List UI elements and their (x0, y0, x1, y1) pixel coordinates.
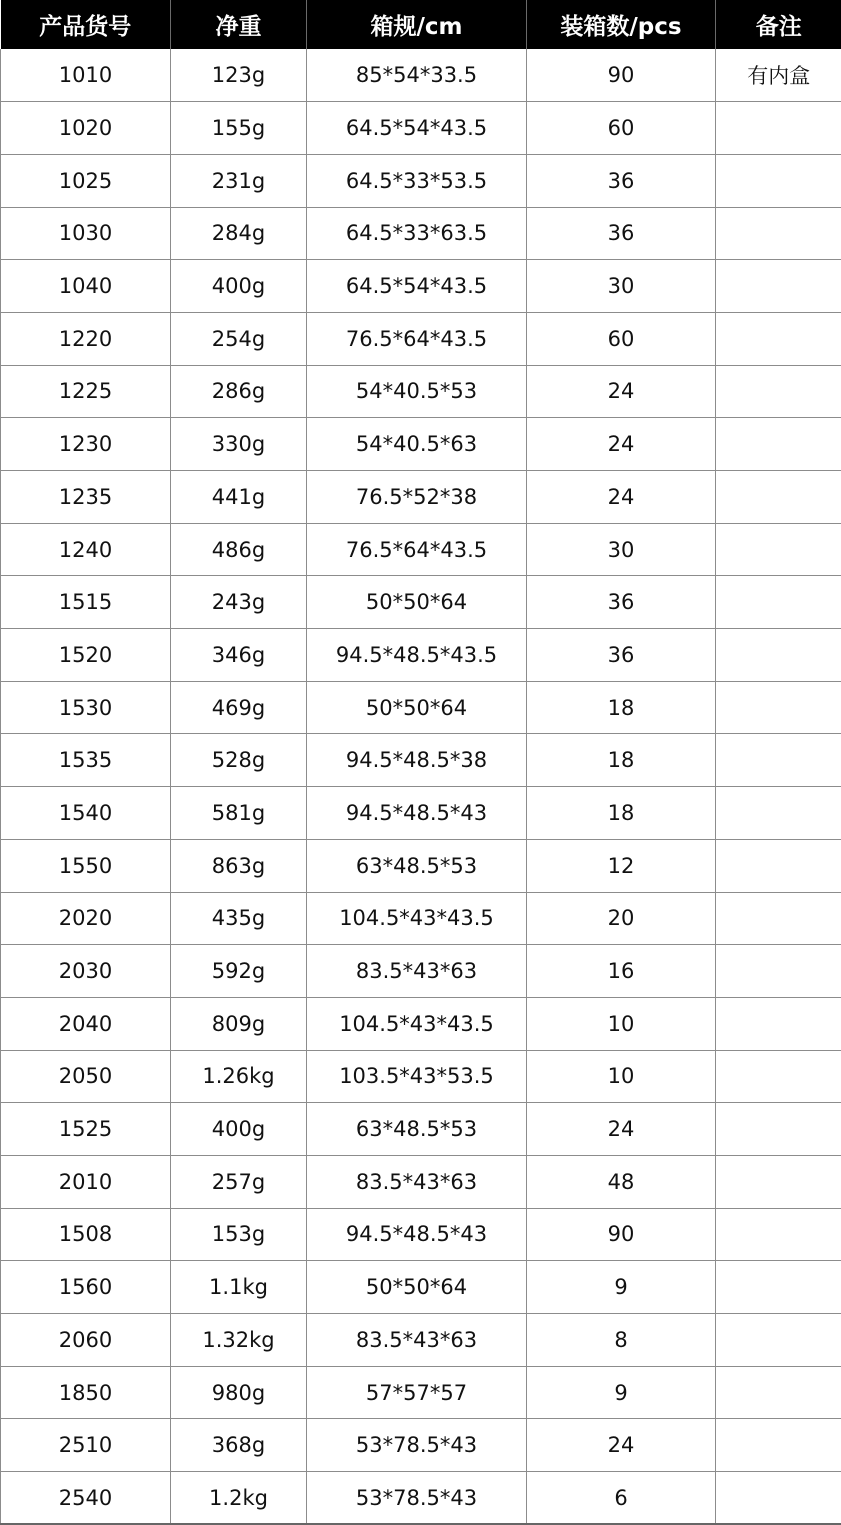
cell-carton-size: 94.5*48.5*43.5 (307, 629, 527, 682)
cell-net-weight: 243g (171, 576, 307, 629)
cell-carton-size: 50*50*64 (307, 1261, 527, 1314)
table-body (1, 49, 841, 1524)
cell-product-no: 2510 (1, 1419, 171, 1472)
cell-net-weight: 1.26kg (171, 1050, 307, 1103)
cell-carton-size: 83.5*43*63 (307, 945, 527, 998)
cell-carton-size: 64.5*33*63.5 (307, 207, 527, 260)
cell-product-no: 1550 (1, 839, 171, 892)
cell-carton-size: 64.5*54*43.5 (307, 260, 527, 313)
header-carton-size: 箱规/cm (307, 0, 527, 49)
cell-pcs-per-carton: 30 (527, 260, 716, 313)
header-row (1, 0, 841, 49)
cell-pcs-per-carton: 20 (527, 892, 716, 945)
cell-carton-size: 64.5*33*53.5 (307, 154, 527, 207)
cell-remarks (716, 1103, 841, 1156)
cell-pcs-per-carton: 6 (527, 1472, 716, 1525)
cell-product-no: 2540 (1, 1472, 171, 1525)
table-row (1, 102, 841, 155)
cell-carton-size: 83.5*43*63 (307, 1314, 527, 1367)
cell-remarks (716, 997, 841, 1050)
cell-carton-size: 103.5*43*53.5 (307, 1050, 527, 1103)
cell-carton-size: 104.5*43*43.5 (307, 997, 527, 1050)
table-row (1, 997, 841, 1050)
cell-net-weight: 528g (171, 734, 307, 787)
table-row (1, 1366, 841, 1419)
table-row (1, 734, 841, 787)
cell-pcs-per-carton: 24 (527, 1419, 716, 1472)
cell-pcs-per-carton: 12 (527, 839, 716, 892)
table-row (1, 1103, 841, 1156)
cell-remarks (716, 1314, 841, 1367)
cell-remarks (716, 1472, 841, 1525)
cell-product-no: 1560 (1, 1261, 171, 1314)
cell-product-no: 2040 (1, 997, 171, 1050)
cell-net-weight: 254g (171, 312, 307, 365)
cell-carton-size: 94.5*48.5*43 (307, 1208, 527, 1261)
cell-carton-size: 63*48.5*53 (307, 1103, 527, 1156)
cell-pcs-per-carton: 24 (527, 365, 716, 418)
cell-remarks (716, 945, 841, 998)
cell-pcs-per-carton: 36 (527, 576, 716, 629)
table-row (1, 1050, 841, 1103)
cell-pcs-per-carton: 9 (527, 1261, 716, 1314)
cell-product-no: 1508 (1, 1208, 171, 1261)
cell-remarks (716, 839, 841, 892)
cell-carton-size: 76.5*64*43.5 (307, 312, 527, 365)
cell-product-no: 1020 (1, 102, 171, 155)
cell-pcs-per-carton: 18 (527, 734, 716, 787)
header-remarks: 备注 (716, 0, 841, 49)
cell-product-no: 1525 (1, 1103, 171, 1156)
table-row (1, 1314, 841, 1367)
table-row (1, 365, 841, 418)
table-row (1, 418, 841, 471)
cell-net-weight: 863g (171, 839, 307, 892)
table-row (1, 1208, 841, 1261)
cell-net-weight: 1.2kg (171, 1472, 307, 1525)
table-row (1, 1261, 841, 1314)
cell-pcs-per-carton: 18 (527, 787, 716, 840)
cell-net-weight: 581g (171, 787, 307, 840)
cell-net-weight: 123g (171, 49, 307, 102)
table-row (1, 312, 841, 365)
table-header (1, 0, 841, 49)
cell-product-no: 1515 (1, 576, 171, 629)
cell-remarks (716, 892, 841, 945)
cell-product-no: 1030 (1, 207, 171, 260)
cell-pcs-per-carton: 9 (527, 1366, 716, 1419)
cell-remarks (716, 312, 841, 365)
cell-product-no: 1530 (1, 681, 171, 734)
cell-remarks (716, 471, 841, 524)
table-row (1, 787, 841, 840)
cell-net-weight: 1.32kg (171, 1314, 307, 1367)
cell-pcs-per-carton: 24 (527, 418, 716, 471)
cell-pcs-per-carton: 60 (527, 102, 716, 155)
cell-net-weight: 284g (171, 207, 307, 260)
cell-remarks (716, 629, 841, 682)
cell-net-weight: 346g (171, 629, 307, 682)
header-pcs-per-carton: 装箱数/pcs (527, 0, 716, 49)
cell-product-no: 2010 (1, 1155, 171, 1208)
cell-carton-size: 63*48.5*53 (307, 839, 527, 892)
cell-product-no: 2050 (1, 1050, 171, 1103)
cell-product-no: 2060 (1, 1314, 171, 1367)
cell-carton-size: 85*54*33.5 (307, 49, 527, 102)
table-row (1, 839, 841, 892)
cell-product-no: 1520 (1, 629, 171, 682)
cell-remarks (716, 1208, 841, 1261)
cell-remarks (716, 523, 841, 576)
table-row (1, 892, 841, 945)
cell-carton-size: 94.5*48.5*38 (307, 734, 527, 787)
cell-pcs-per-carton: 16 (527, 945, 716, 998)
cell-remarks (716, 1155, 841, 1208)
cell-carton-size: 53*78.5*43 (307, 1472, 527, 1525)
cell-remarks (716, 207, 841, 260)
cell-carton-size: 94.5*48.5*43 (307, 787, 527, 840)
table-row (1, 471, 841, 524)
cell-product-no: 1025 (1, 154, 171, 207)
cell-carton-size: 76.5*52*38 (307, 471, 527, 524)
cell-net-weight: 257g (171, 1155, 307, 1208)
cell-pcs-per-carton: 8 (527, 1314, 716, 1367)
header-net-weight: 净重 (171, 0, 307, 49)
cell-remarks: 有内盒 (716, 49, 841, 102)
cell-product-no: 1225 (1, 365, 171, 418)
cell-product-no: 1535 (1, 734, 171, 787)
cell-remarks (716, 787, 841, 840)
cell-net-weight: 486g (171, 523, 307, 576)
cell-pcs-per-carton: 36 (527, 154, 716, 207)
cell-remarks (716, 681, 841, 734)
cell-net-weight: 1.1kg (171, 1261, 307, 1314)
cell-remarks (716, 1419, 841, 1472)
table-row (1, 681, 841, 734)
header-product-no: 产品货号 (1, 0, 171, 49)
cell-net-weight: 368g (171, 1419, 307, 1472)
cell-remarks (716, 1261, 841, 1314)
cell-net-weight: 980g (171, 1366, 307, 1419)
table-row (1, 629, 841, 682)
table-row (1, 1419, 841, 1472)
cell-remarks (716, 1366, 841, 1419)
cell-net-weight: 231g (171, 154, 307, 207)
cell-pcs-per-carton: 36 (527, 629, 716, 682)
cell-product-no: 1850 (1, 1366, 171, 1419)
table-row (1, 207, 841, 260)
cell-remarks (716, 154, 841, 207)
cell-remarks (716, 365, 841, 418)
cell-product-no: 1040 (1, 260, 171, 313)
cell-carton-size: 50*50*64 (307, 681, 527, 734)
table-row (1, 523, 841, 576)
table-row (1, 154, 841, 207)
cell-remarks (716, 102, 841, 155)
cell-product-no: 2020 (1, 892, 171, 945)
cell-pcs-per-carton: 90 (527, 1208, 716, 1261)
cell-pcs-per-carton: 10 (527, 1050, 716, 1103)
cell-pcs-per-carton: 18 (527, 681, 716, 734)
cell-pcs-per-carton: 30 (527, 523, 716, 576)
cell-carton-size: 76.5*64*43.5 (307, 523, 527, 576)
cell-product-no: 1220 (1, 312, 171, 365)
cell-net-weight: 153g (171, 1208, 307, 1261)
cell-pcs-per-carton: 60 (527, 312, 716, 365)
cell-carton-size: 54*40.5*53 (307, 365, 527, 418)
cell-net-weight: 330g (171, 418, 307, 471)
table-row (1, 49, 841, 102)
cell-carton-size: 54*40.5*63 (307, 418, 527, 471)
cell-net-weight: 592g (171, 945, 307, 998)
cell-product-no: 2030 (1, 945, 171, 998)
cell-net-weight: 441g (171, 471, 307, 524)
cell-net-weight: 400g (171, 260, 307, 313)
cell-carton-size: 53*78.5*43 (307, 1419, 527, 1472)
cell-pcs-per-carton: 24 (527, 471, 716, 524)
cell-net-weight: 155g (171, 102, 307, 155)
cell-carton-size: 83.5*43*63 (307, 1155, 527, 1208)
cell-remarks (716, 1050, 841, 1103)
cell-carton-size: 104.5*43*43.5 (307, 892, 527, 945)
cell-net-weight: 809g (171, 997, 307, 1050)
cell-remarks (716, 576, 841, 629)
table-row (1, 260, 841, 313)
cell-product-no: 1010 (1, 49, 171, 102)
cell-pcs-per-carton: 36 (527, 207, 716, 260)
table-row (1, 945, 841, 998)
table-row (1, 1472, 841, 1525)
cell-net-weight: 400g (171, 1103, 307, 1156)
cell-net-weight: 469g (171, 681, 307, 734)
cell-pcs-per-carton: 90 (527, 49, 716, 102)
cell-net-weight: 435g (171, 892, 307, 945)
cell-carton-size: 64.5*54*43.5 (307, 102, 527, 155)
cell-product-no: 1240 (1, 523, 171, 576)
cell-pcs-per-carton: 24 (527, 1103, 716, 1156)
cell-remarks (716, 418, 841, 471)
cell-product-no: 1540 (1, 787, 171, 840)
cell-remarks (716, 734, 841, 787)
table-row (1, 576, 841, 629)
cell-carton-size: 50*50*64 (307, 576, 527, 629)
table-row (1, 1155, 841, 1208)
cell-product-no: 1230 (1, 418, 171, 471)
cell-carton-size: 57*57*57 (307, 1366, 527, 1419)
cell-remarks (716, 260, 841, 313)
cell-pcs-per-carton: 48 (527, 1155, 716, 1208)
cell-net-weight: 286g (171, 365, 307, 418)
cell-pcs-per-carton: 10 (527, 997, 716, 1050)
cell-product-no: 1235 (1, 471, 171, 524)
